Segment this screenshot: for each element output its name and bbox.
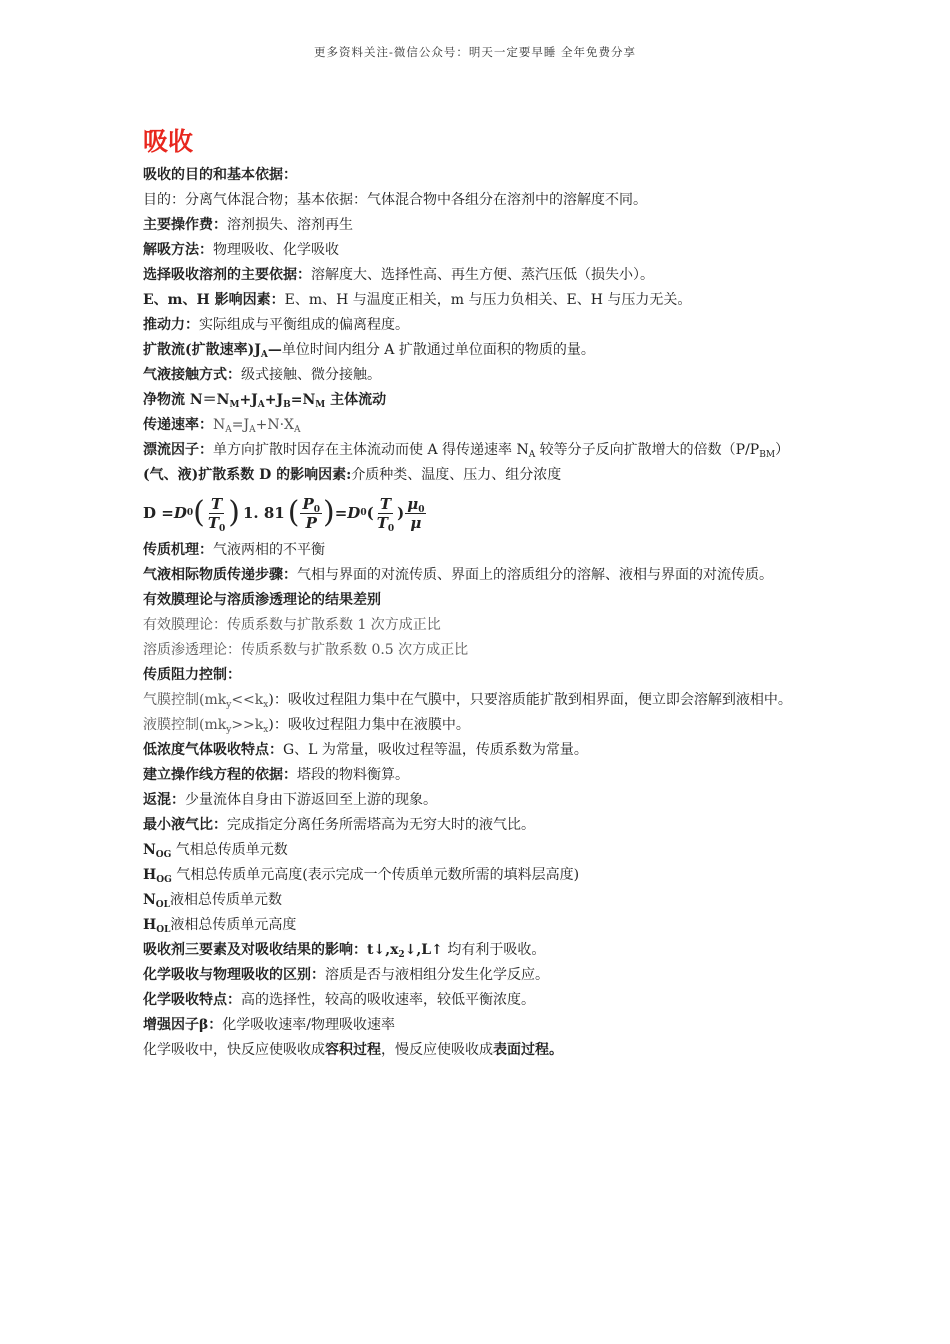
hog-symbol: H [143,867,157,883]
drift-text: 单方向扩散时因存在主体流动而使 A 得传递速率 N [213,442,529,458]
document-body [143,163,813,1063]
page-title: 吸收 [143,127,194,156]
transfer-rate-sub: A [249,425,256,435]
net-flow-sub: M [229,400,240,410]
formula-sub: 0 [218,523,226,534]
nol-sub: OL [155,900,170,910]
desorb-line [143,238,813,263]
drift-text: 较等分子反向扩散增大的倍数（P/P [535,442,760,458]
solvent-text: 溶解度大、选择性高、再生方便、蒸汽压低（损失小）。 [311,267,654,283]
liquid-film-part: >>k [231,717,264,733]
formula-d0: D [173,504,187,522]
three-factors-part: t↓,x [367,942,399,958]
theory-film-text: 有效膜理论：传质系数与扩散系数 1 次方成正比 [143,617,441,633]
chem-feature-heading: 化学吸收特点： [143,992,241,1008]
emh-line [143,288,813,313]
min-ratio-line [143,813,813,838]
operating-text: 塔段的物料衡算。 [297,767,409,783]
flux-text: 单位时间内组分 A 扩散通过单位面积的物质的量。 [281,342,595,358]
net-flow-part: +J [264,392,284,408]
formula-p: P [305,513,317,532]
emh-text: E、m、H 与温度正相关，m 与压力负相关、E、H 与压力无关。 [284,292,692,308]
low-conc-heading: 低浓度气体吸收特点： [143,742,283,758]
flux-line [143,338,813,363]
reaction-text: 。 [549,1042,563,1058]
three-factors-part: ↓,L↑ [404,942,443,958]
net-flow-part: +J [239,392,258,408]
formula-fraction-t [206,495,227,532]
three-factors-line [143,938,813,963]
three-factors-text: 均有利于吸收。 [442,942,546,958]
hol-text: 液相总传质单元高度 [170,917,297,933]
enhance-factor-heading: 增强因子β： [143,1017,223,1033]
transfer-rate-part: +N·X [255,417,294,433]
gas-film-sub: y [226,700,232,710]
hol-sub: OL [156,925,171,935]
nog-sub: OG [155,850,172,860]
formula-p0: P [302,494,314,513]
drift-sub: BM [759,450,776,460]
mechanism-text: 气液两相的不平衡 [213,542,325,558]
liquid-film-sub: y [226,725,232,735]
hog-line [143,863,813,888]
transfer-rate-part: =J [231,417,250,433]
hog-sub: OG [156,875,172,885]
formula-fraction-t2 [375,495,396,532]
formula-t0: T [207,513,219,532]
transfer-rate-sub: A [294,425,301,435]
formula-lhs: D = [143,504,174,522]
drive-heading: 推动力： [143,317,199,333]
net-flow-line [143,388,813,413]
drift-factor-line [143,438,813,463]
gas-film-sub: x [263,700,269,710]
theory-penetration-text: 溶质渗透理论：传质系数与扩散系数 0.5 次方成正比 [143,642,469,658]
solvent-line [143,263,813,288]
net-flow-sub: B [283,400,291,410]
nog-symbol: N [143,842,156,858]
emh-heading: E、m、H 影响因素： [143,292,285,308]
theory-heading: 有效膜理论与溶质渗透理论的结果差别 [143,592,381,608]
steps-heading: 气液相际物质传递步骤： [143,567,297,583]
diffusion-coef-line [143,463,813,488]
mechanism-line [143,538,813,563]
formula-mu0: μ [407,494,419,513]
flux-subscript: A [260,350,268,360]
cost-line [143,213,813,238]
hol-symbol: H [143,917,157,933]
low-conc-line [143,738,813,763]
net-flow-sub: A [257,400,265,410]
formula-t0: T [376,513,388,532]
formula-mu: μ [410,513,422,532]
nog-text: 气相总传质单元数 [171,842,288,858]
flux-heading [143,342,282,358]
desorb-heading: 解吸方法： [143,242,213,258]
page-header: 更多资料关注-微信公众号：明天一定要早睡 全年免费分享 [313,45,637,59]
nol-line [143,888,813,913]
min-ratio-text: 完成指定分离任务所需塔高为无穷大时的液气比。 [227,817,535,833]
gas-film-part: 气膜控制(mk [143,692,227,708]
backmix-line [143,788,813,813]
formula-sub: 0 [418,504,425,515]
formula-sub: 0 [313,504,320,515]
formula-paren: ) [323,495,335,530]
contact-heading: 气液接触方式： [143,367,241,383]
drift-sub: A [528,450,536,460]
enhance-factor-text: 化学吸收速率/物理吸收速率 [222,1017,396,1033]
solvent-heading: 选择吸收溶剂的主要依据： [143,267,311,283]
transfer-rate-line [143,413,813,438]
cost-text: 溶剂损失、溶剂再生 [227,217,353,233]
chem-diff-heading: 化学吸收与物理吸收的区别： [143,967,325,983]
net-flow-part: 主体流动 [325,392,387,408]
three-factors-heading: 吸收剂三要素及对吸收结果的影响： [143,942,367,958]
cost-heading: 主要操作费： [143,217,227,233]
drive-text: 实际组成与平衡组成的偏离程度。 [199,317,409,333]
purpose-heading: 吸收的目的和基本依据： [143,167,297,183]
contact-line [143,363,813,388]
desorb-text: 物理吸收、化学吸收 [213,242,339,258]
nog-line [143,838,813,863]
diffusion-formula: D = D 0 ( $\frac{T}{T_0}$ ) 1. 81 ( $\frac{P_0}{P}$ ) = D 0 ( $\frac{T}{T_0}$ ) $\frac{\mu_0}{\mu}$ [143,494,425,534]
hol-line [143,913,813,938]
low-conc-text: G、L 为常量，吸收过程等温，传质系数为常量。 [283,742,588,758]
reaction-text: ，慢反应使吸收成 [381,1042,493,1058]
formula-coefficient: 1. 81 [242,504,285,522]
reaction-emphasis: 容积过程 [325,1042,381,1058]
enhance-factor-line [143,1013,813,1038]
formula-equals: = [334,504,348,522]
formula-paren-small: ( [366,504,374,522]
reaction-text: 化学吸收中，快反应使吸收成 [143,1042,325,1058]
formula-paren: ( [287,495,300,530]
backmix-heading: 返混： [143,792,185,808]
steps-text: 气相与界面的对流传质、界面上的溶质组分的溶解、液相与界面的对流传质。 [297,567,773,583]
net-flow-sub: M [315,400,326,410]
purpose-text: 目的：分离气体混合物；基本依据：气体混合物中各组分在溶剂中的溶解度不同。 [143,192,647,208]
chem-feature-text: 高的选择性，较高的吸收速率，较低平衡浓度。 [241,992,535,1008]
gas-film-line [143,688,813,713]
flux-heading-text: 扩散流(扩散速率)J [143,342,261,358]
formula-d0: D [347,504,361,522]
diffusion-coef-text: 介质种类、温度、压力、组分浓度 [351,467,562,483]
transfer-rate-heading: 传递速率： [143,417,213,433]
contact-text: 级式接触、微分接触。 [241,367,381,383]
transfer-rate-sub: A [225,425,232,435]
three-factors-sub: 2 [398,950,405,960]
formula-t: T [379,494,391,513]
mechanism-heading: 传质机理： [143,542,213,558]
liquid-film-line [143,713,813,738]
steps-line [143,563,813,588]
drift-heading: 漂流因子： [143,442,213,458]
formula-paren: ) [228,495,240,530]
net-flow-part: =N [290,392,316,408]
flux-dash: — [267,342,282,358]
nol-text: 液相总传质单元数 [169,892,282,908]
gas-film-part: <<k [231,692,264,708]
liquid-film-sub: x [263,725,269,735]
formula-paren: ( [193,495,205,530]
reaction-speed-line [143,1038,813,1063]
formula-fraction-mu [405,495,426,532]
formula-fraction-p [300,495,322,532]
min-ratio-heading: 最小液气比： [143,817,227,833]
drift-text: ） [775,442,790,458]
net-flow-part: 净物流 N＝N [143,392,230,408]
resistance-heading: 传质阻力控制： [143,667,241,683]
operating-line [143,763,813,788]
liquid-film-text: )：吸收过程阻力集中在液膜中。 [268,717,470,733]
transfer-rate-part: N [213,417,226,433]
chem-feature-line [143,988,813,1013]
operating-heading: 建立操作线方程的依据： [143,767,297,783]
backmix-text: 少量流体自身由下游返回至上游的现象。 [185,792,437,808]
hog-text: 气相总传质单元高度(表示完成一个传质单元数所需的填料层高度) [171,867,580,883]
gas-film-text: )：吸收过程阻力集中在气膜中，只要溶质能扩散到相界面，便立即会溶解到液相中。 [268,692,792,708]
liquid-film-part: 液膜控制(mk [143,717,227,733]
nol-symbol: N [143,892,156,908]
chem-diff-line [143,963,813,988]
drive-line [143,313,813,338]
chem-diff-text: 溶质是否与液相组分发生化学反应。 [325,967,549,983]
formula-paren-small: ) [397,504,405,522]
diffusion-coef-heading: (气、液)扩散系数 D 的影响因素: [143,467,352,483]
formula-t: T [210,494,223,513]
reaction-emphasis: 表面过程 [493,1042,549,1058]
formula-sub: 0 [387,523,395,534]
